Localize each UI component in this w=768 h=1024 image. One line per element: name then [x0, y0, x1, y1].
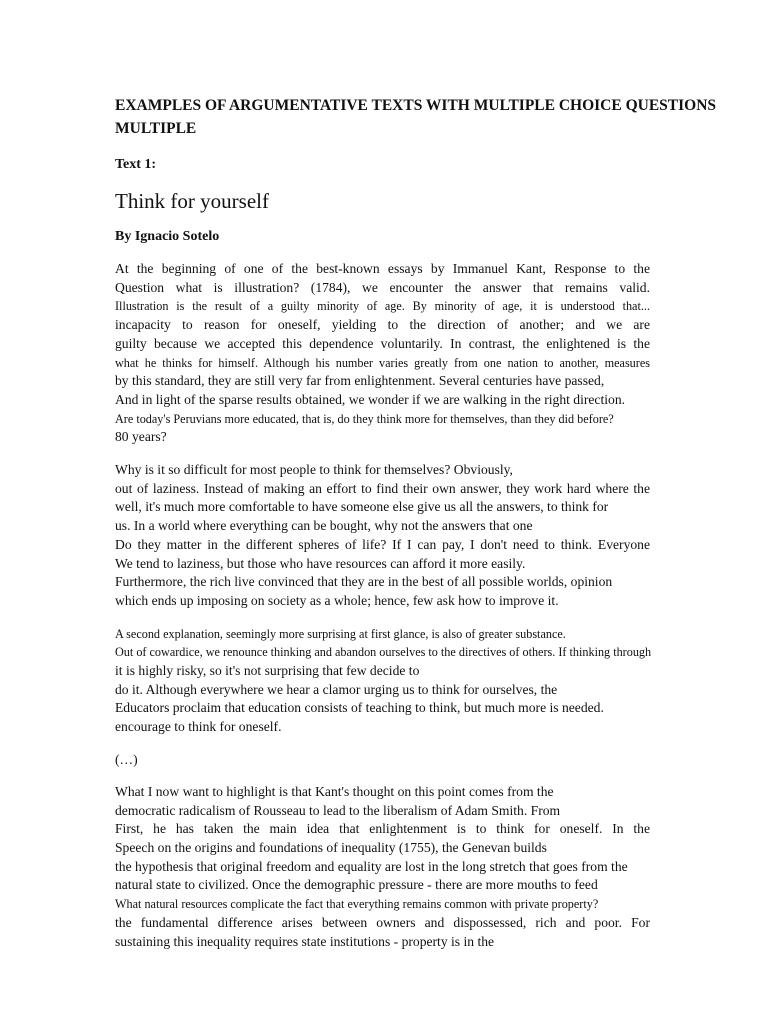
document-page — [115, 94, 717, 951]
paragraph-line: A second explanation, seemingly more surprising at first glance, is also of greater substance. — [115, 626, 566, 641]
paragraph-line: what he thinks for himself. Although his number varies greatly from one nation to another, measures — [115, 355, 650, 370]
paragraph-line: We tend to laziness, but those who have resources can afford it more easily. — [115, 555, 526, 571]
paragraph-line: the hypothesis that original freedom and equality are lost in the long stretch that goes from the — [115, 858, 628, 874]
paragraph-line: sustaining this inequality requires state institutions - property is in the — [115, 933, 495, 949]
paragraph-4 — [115, 783, 650, 951]
paragraph-line: encourage to think for oneself. — [115, 719, 282, 735]
paragraph-line: What natural resources complicate the fact that everything remains common with private property? — [115, 897, 599, 912]
document-heading — [115, 94, 768, 140]
paragraph-line: Are today's Peruvians more educated, that is, do they think more for themselves, than they did before? — [115, 411, 614, 426]
paragraph-line: Question what is illustration? (1784), we encounter the answer that remains valid. — [115, 279, 650, 295]
paragraph-2 — [115, 461, 650, 611]
paragraph-line: Educators proclaim that education consists of teaching to think, but much more is needed. — [115, 700, 604, 716]
paragraph-1 — [115, 260, 650, 447]
article-title: Think for yourself — [115, 189, 269, 213]
paragraph-line: which ends up imposing on society as a whole; hence, few ask how to improve it. — [115, 592, 559, 608]
paragraph-line: the fundamental difference arises between owners and dispossessed, rich and poor. For — [115, 914, 650, 930]
paragraph-line: well, it's much more comfortable to have someone else give us all the answers, to think for — [115, 499, 609, 515]
paragraph-line: out of laziness. Instead of making an effort to find their own answer, they work hard where the — [115, 480, 650, 496]
paragraph-3 — [115, 625, 650, 737]
paragraph-line: And in light of the sparse results obtained, we wonder if we are walking in the right direction. — [115, 391, 626, 407]
paragraph-line: Out of cowardice, we renounce thinking and abandon ourselves to the directives of others. If thinking through — [115, 645, 652, 660]
paragraph-line: Illustration is the result of a guilty minority of age. By minority of age, it is understood that... — [115, 299, 650, 314]
paragraph-line: us. In a world where everything can be bought, why not the answers that one — [115, 518, 533, 534]
paragraph-line: incapacity to reason for oneself, yielding to the direction of another; and we are — [115, 317, 650, 333]
article-author: By Ignacio Sotelo — [115, 229, 220, 244]
text-label: Text 1: — [115, 157, 157, 172]
paragraph-line: Furthermore, the rich live convinced that they are in the best of all possible worlds, opinion — [115, 574, 613, 590]
paragraph-line: What I now want to highlight is that Kant's thought on this point comes from the — [115, 783, 554, 799]
paragraph-line: natural state to civilized. Once the demographic pressure - there are more mouths to feed — [115, 877, 598, 893]
paragraph-line: Why is it so difficult for most people to think for themselves? Obviously, — [115, 462, 513, 478]
paragraph-line: by this standard, they are still very far from enlightenment. Several centuries have passed, — [115, 373, 605, 389]
paragraph-line: First, he has taken the main idea that enlightenment is to think for oneself. In the — [115, 821, 650, 837]
paragraph-line: democratic radicalism of Rousseau to lead to the liberalism of Adam Smith. From — [115, 802, 561, 818]
paragraph-line: Speech on the origins and foundations of inequality (1755), the Genevan builds — [115, 839, 547, 855]
omission-marker: (…) — [115, 751, 138, 767]
paragraph-line: guilty because we accepted this dependence voluntarily. In contrast, the enlightened is the — [115, 335, 650, 351]
paragraph-line: At the beginning of one of the best-known essays by Immanuel Kant, Response to the — [115, 261, 650, 276]
heading-line-2: MULTIPLE — [115, 120, 197, 137]
paragraph-line: do it. Although everywhere we hear a clamor urging us to think for ourselves, the — [115, 681, 558, 697]
heading-line-1: EXAMPLES OF ARGUMENTATIVE TEXTS WITH MULTIPLE CHOICE QUESTIONS — [115, 97, 717, 114]
paragraph-line: it is highly risky, so it's not surprising that few decide to — [115, 663, 420, 679]
paragraph-line: Do they matter in the different spheres of life? If I can pay, I don't need to think. Everyone — [115, 536, 650, 552]
paragraph-line: 80 years? — [115, 429, 167, 445]
